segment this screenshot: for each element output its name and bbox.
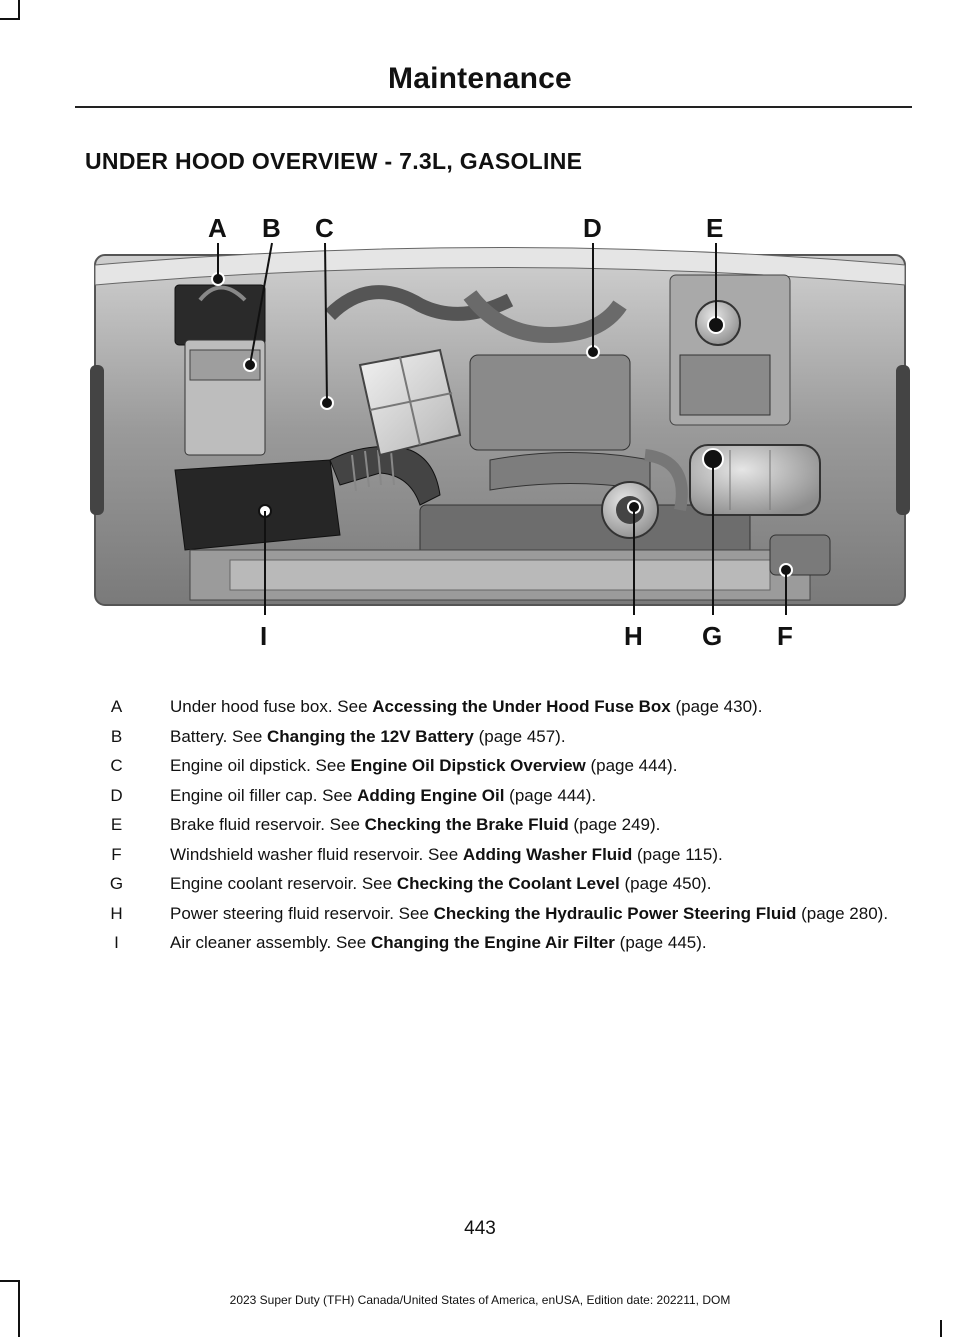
legend-page-ref: (page 430). — [670, 697, 763, 716]
edition-footer: 2023 Super Duty (TFH) Canada/United States of America, enUSA, Edition date: 202211, DOM — [229, 1293, 731, 1307]
crop-mark — [18, 0, 20, 18]
legend-page-ref: (page 280). — [796, 903, 889, 923]
legend-link[interactable]: Changing the 12V Battery — [267, 726, 474, 746]
crop-mark — [18, 1280, 20, 1337]
legend-link[interactable]: Accessing the Under Hood Fuse Box — [372, 697, 671, 716]
section-title: UNDER HOOD OVERVIEW - 7.3L, GASOLINE — [85, 148, 583, 174]
crop-mark — [0, 1280, 20, 1282]
page-header-title: Maintenance — [388, 62, 572, 95]
legend-key: G — [109, 874, 124, 893]
legend-link[interactable]: Adding Washer Fluid — [462, 844, 633, 864]
legend-row — [100, 814, 910, 836]
legend-link[interactable]: Changing the Engine Air Filter — [370, 933, 615, 952]
legend-page-ref: (page 444). — [504, 785, 597, 805]
component-legend — [100, 696, 910, 962]
legend-key: H — [110, 903, 123, 923]
legend-desc: Engine oil filler cap. See — [170, 785, 358, 805]
legend-text — [133, 814, 910, 836]
legend-key: F — [111, 844, 122, 864]
legend-row — [100, 844, 910, 866]
legend-link[interactable]: Checking the Hydraulic Power Steering Fluid — [433, 903, 797, 923]
legend-row — [100, 696, 910, 718]
callout-c: C — [315, 213, 334, 243]
legend-row — [100, 873, 910, 895]
legend-key: B — [110, 726, 123, 746]
legend-page-ref: (page 445). — [614, 933, 707, 952]
callout-d: D — [583, 213, 602, 243]
legend-text — [133, 696, 910, 718]
legend-text — [133, 726, 910, 748]
legend-desc: Brake fluid reservoir. See — [170, 815, 365, 834]
callout-g: G — [702, 621, 723, 651]
legend-page-ref: (page 450). — [619, 874, 712, 893]
legend-page-ref: (page 457). — [473, 726, 566, 746]
legend-desc: Air cleaner assembly. See — [170, 933, 371, 952]
legend-text — [133, 755, 910, 777]
callout-b: B — [262, 213, 281, 243]
page-number: 443 — [464, 1218, 496, 1239]
legend-desc: Engine coolant reservoir. See — [170, 874, 397, 893]
header-divider — [75, 106, 912, 108]
legend-page-ref: (page 115). — [632, 844, 723, 864]
engine-bay-svg — [90, 205, 910, 665]
legend-desc: Power steering fluid reservoir. See — [170, 903, 434, 923]
legend-page-ref: (page 249). — [568, 815, 661, 834]
crop-mark — [0, 18, 20, 20]
legend-row — [100, 755, 910, 777]
legend-page-ref: (page 444). — [585, 756, 678, 775]
callout-e: E — [706, 213, 724, 243]
legend-key: E — [110, 815, 123, 834]
radiator-support — [190, 550, 810, 600]
legend-key: A — [110, 697, 123, 716]
crop-mark — [940, 1320, 942, 1337]
legend-desc: Battery. See — [170, 726, 268, 746]
callout-i: I — [260, 621, 268, 651]
legend-desc: Under hood fuse box. See — [170, 697, 373, 716]
legend-text — [133, 903, 910, 925]
legend-link[interactable]: Checking the Brake Fluid — [364, 815, 569, 834]
legend-link[interactable]: Adding Engine Oil — [357, 785, 505, 805]
brake-master-area — [670, 275, 790, 425]
legend-key: C — [110, 756, 123, 775]
legend-text — [133, 844, 910, 866]
legend-key: D — [110, 785, 123, 805]
legend-desc: Engine oil dipstick. See — [170, 756, 351, 775]
callout-h: H — [624, 621, 643, 651]
legend-text — [133, 785, 910, 807]
callout-a: A — [208, 213, 227, 243]
legend-link[interactable]: Checking the Coolant Level — [396, 874, 620, 893]
legend-row — [100, 726, 910, 748]
legend-desc: Windshield washer fluid reservoir. See — [170, 844, 463, 864]
washer-fluid-area — [770, 535, 830, 575]
legend-key: I — [114, 933, 119, 952]
callout-f: F — [777, 621, 793, 651]
legend-text — [133, 932, 910, 954]
legend-row — [100, 932, 910, 954]
legend-text — [133, 873, 910, 895]
engine-bay-illustration — [90, 205, 910, 665]
legend-link[interactable]: Engine Oil Dipstick Overview — [350, 756, 586, 775]
legend-row — [100, 903, 910, 925]
legend-row — [100, 785, 910, 807]
